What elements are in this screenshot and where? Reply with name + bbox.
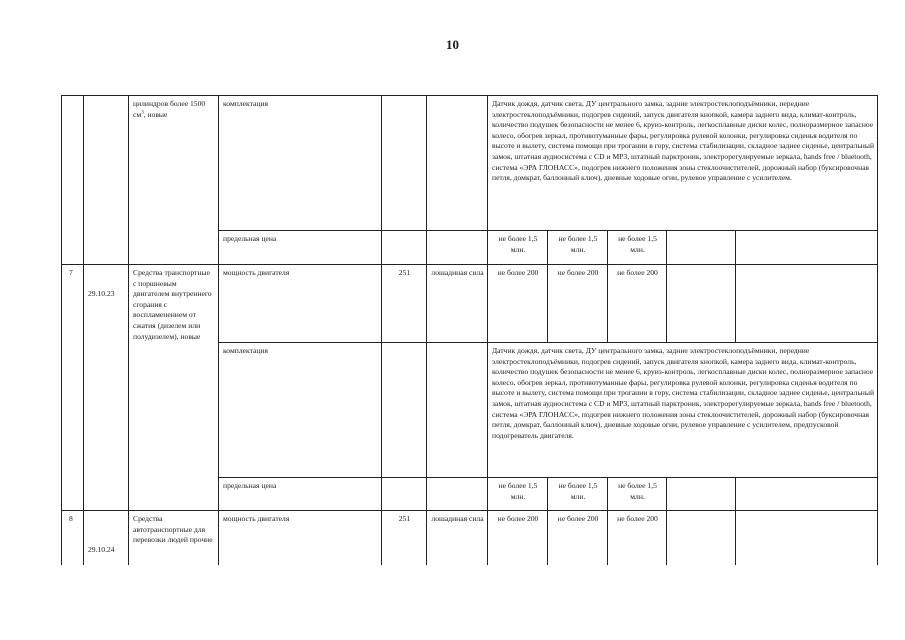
table-row [62,265,878,343]
equipment-list: Датчик дождя, датчик света, ДУ центрального замка, задние электростеклоподъёмники, передние электростеклоподъёмники, подогрев сидений, запуск двигателя кнопкой, камера заднего вида, климат-контроль, количество подушек безопасности не менее 6, круиз-контроль, легкосплавные диски колес, полноразмерное запасное колесо, обогрев зеркал, противотуманные фары, регулировка рулевой колонки, регулировка сиденья водителя по высоте и вылету, система помощи при трогании в гору, система стабилизации, складное заднее сиденье, центральный замок, штатная аудиосистема с CD и MP3, штатный парктроник, электрорегулируемые зеркала, hands free / bluetooth, система «ЭРА ГЛОНАСС», подогрев нижнего положения зоны стеклоочистителей, дорожный набор (буксировочная петля, домкрат, баллонный ключ), дневные ходовые огни, рулевое управление с усилителем, предпусковой подогреватель двигателя. [488,343,878,478]
okpd-code: 29.10.24 [84,511,129,565]
value-cell: не более 1,5 млн. [488,231,548,265]
okei-code-cell [382,231,427,265]
row-number: 8 [62,511,84,565]
product-name: цилиндров более 1500 $см^3$, новые [129,96,219,265]
okei-unit-cell [427,96,488,231]
table-row [62,511,878,565]
value-cell: не более 1,5 млн. [548,478,608,511]
value-cell: не более 1,5 млн. [548,231,608,265]
okei-unit: лошадиная сила [427,265,488,343]
empty-cell [736,265,878,343]
value-cell: не более 200 [608,511,667,565]
row-number [62,96,84,265]
okei-code-cell [382,478,427,511]
value-cell: не более 1,5 млн. [488,478,548,511]
okei-unit-cell [427,478,488,511]
value-cell: не более 1,5 млн. [608,478,667,511]
characteristic-label: мощность двигателя [219,511,382,565]
empty-cell [667,511,736,565]
value-cell: не более 200 [548,265,608,343]
empty-cell [736,231,878,265]
empty-cell [667,478,736,511]
empty-cell [667,265,736,343]
value-cell: не более 200 [548,511,608,565]
okei-unit-cell [427,343,488,478]
empty-cell [667,231,736,265]
table-row [62,96,878,231]
okei-unit: лошадиная сила [427,511,488,565]
okpd-code [84,96,129,265]
value-cell: не более 1,5 млн. [608,231,667,265]
page-number: 10 [446,37,459,52]
equipment-list: Датчик дождя, датчик света, ДУ центрального замка, задние электростеклоподъёмники, передние электростеклоподъёмники, подогрев сидений, запуск двигателя кнопкой, камера заднего вида, климат-контроль, количество подушек безопасности не менее 6, круиз-контроль, легкосплавные диски колес, полноразмерное запасное колесо, обогрев зеркал, противотуманные фары, регулировка рулевой колонки, регулировка сиденья водителя по высоте и вылету, система помощи при трогании в гору, система стабилизации, складное заднее сиденье, центральный замок, штатная аудиосистема с CD и MP3, штатный парктроник, электрорегулируемые зеркала, hands free / bluetooth, система «ЭРА ГЛОНАСС», подогрев нижнего положения зоны стеклоочистителей, дорожный набор (буксировочная петля, домкрат, баллонный ключ), дневные ходовые огни, рулевое управление с усилителем. [488,96,878,231]
characteristic-label: комплектация [219,96,382,231]
okei-code-cell [382,96,427,231]
product-name: Средства транспортные с поршневым двигателем внутреннего сгорания с воспламенением от сжатия (дизелем или полудизелем), новые [129,265,219,511]
okpd-code: 29.10.23 [84,265,129,511]
okei-code: 251 [382,511,427,565]
okei-code: 251 [382,265,427,343]
value-cell: не более 200 [488,511,548,565]
characteristics-table [61,95,878,565]
characteristic-label: предельная цена [219,231,382,265]
empty-cell [736,511,878,565]
value-cell: не более 200 [488,265,548,343]
characteristic-label: предельная цена [219,478,382,511]
value-cell: не более 200 [608,265,667,343]
characteristic-label: комплектация [219,343,382,478]
okei-unit-cell [427,231,488,265]
empty-cell [736,478,878,511]
row-number: 7 [62,265,84,511]
okei-code-cell [382,343,427,478]
product-name: Средства автотранспортные для перевозки людей прочие [129,511,219,565]
characteristic-label: мощность двигателя [219,265,382,343]
